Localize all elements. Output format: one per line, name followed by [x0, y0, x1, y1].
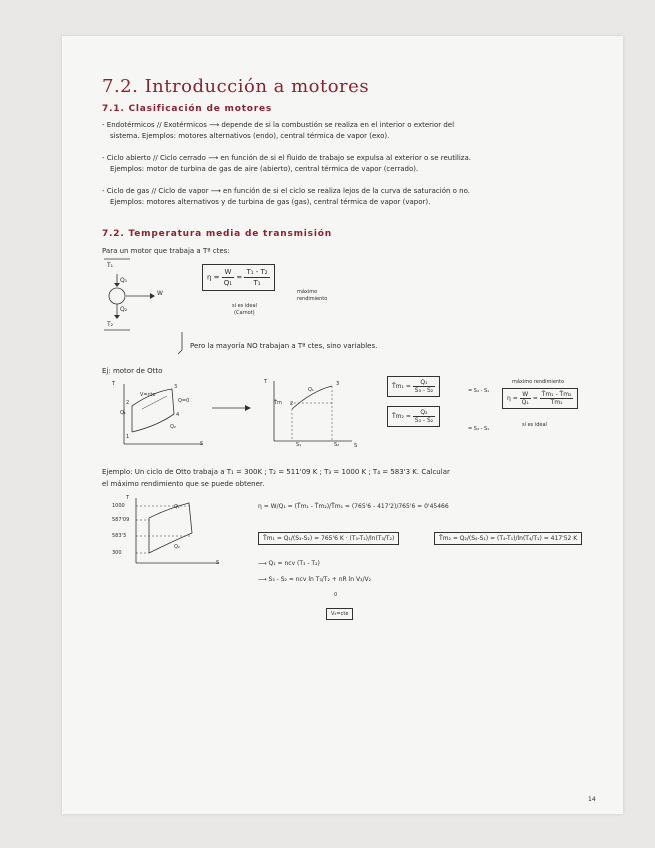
max-perf-label: máximo rendimiento [512, 379, 565, 385]
q1-eq: ⟶ Q₁ = ncv (T₃ - T₂) [258, 560, 320, 567]
ts3-q1: Q₁ [174, 504, 180, 510]
note-text: Pero la mayoría NO trabajan a Tª ctes, sino variables. [190, 342, 378, 350]
ts2-s1: S₁ [296, 442, 302, 448]
tm1-calc: T̄m₁ = Q₁/(S₃-S₂) = 765'6 K · (T₃-T₂)/ln(T₃/T₂) [258, 532, 399, 545]
example-line-2: el máximo rendimiento que se puede obtener. [102, 480, 265, 488]
ts1-n1: 1 [126, 434, 130, 440]
ts3-q2: Q₂ [174, 544, 180, 550]
engine-block-diagram [102, 258, 192, 333]
bullet-3-line-2: Ejemplos: motores alternativos y de turbina de gas (gas), central térmica de vapor (vapor). [110, 198, 431, 206]
arrow [212, 404, 252, 412]
tm2-eq: = S₄ - S₁ [468, 426, 490, 432]
zero-note: 0 [334, 592, 338, 598]
s-eq: ⟶ S₃ - S₂ = ncv ln T₃/T₂ + nR ln V₃/V₂ [258, 576, 371, 583]
ideal-label-2: si es ideal [522, 422, 547, 428]
notebook-page [62, 36, 623, 814]
bullet-2-line-2: Ejemplos: motor de turbina de gas de aire (abierto), central térmica de vapor (cerrado). [110, 165, 419, 173]
tm1-box: T̄m₁ = $\frac{\text{Q₁}}{\text{S₃ - S₂}}$ [387, 376, 440, 397]
ts1-q1: Q₁ [120, 410, 126, 416]
eta-formula-box: η = $\frac{W}{\text{Q₁}}$ = $\frac{\text{T₁ - T₂}}{\text{T₁}}$ [202, 264, 275, 291]
ts2-n2: 2 [290, 401, 294, 407]
diag-w: W [157, 290, 163, 297]
ts1-q2: Q₂ [170, 424, 176, 430]
diag-q1: Q₁ [120, 277, 128, 284]
tm2-calc: T̄m₂ = Q₂/(S₄-S₁) = (T₄-T₁)/ln(T₄/T₁) = 417'52 K [434, 532, 582, 545]
ts3-y587: 587'09 [112, 517, 130, 523]
ts3-y1000: 1000 [112, 503, 125, 509]
ts2-n3: 3 [336, 381, 340, 387]
vcte-note: V₃=cte [326, 608, 353, 620]
bullet-1-line-1: - Endotérmicos // Exotérmicos ⟶ depende de si la combustión se realiza en el interior o exterior del [102, 121, 455, 129]
ideal-label: si es ideal [232, 303, 257, 309]
carnot-label: (Carnot) [234, 310, 255, 316]
ts-diagram-example [124, 498, 219, 568]
ts1-n3: 3 [174, 384, 178, 390]
section-heading-temperatura: 7.2. Temperatura media de transmisión [102, 229, 332, 239]
max-label-1: máximo [297, 289, 318, 295]
tm1-eq: = S₄ - S₁ [468, 388, 490, 394]
ts3-axis-s: S [216, 560, 220, 566]
ts1-qeq0: Q=0 [178, 398, 190, 404]
example-line-1: Ejemplo: Un ciclo de Otto trabaja a T₁ = 300K ; T₂ = 511'09 K ; T₃ = 1000 K ; T₄ = 583'3 K. Calcular [102, 468, 450, 476]
intro-text: Para un motor que trabaja a Tª ctes: [102, 247, 230, 255]
bullet-2-line-1: - Ciclo abierto // Ciclo cerrado ⟶ en función de si el fluido de trabajo se expulsa al exterior o se reutiliza. [102, 154, 471, 162]
bullet-3-line-1: - Ciclo de gas // Ciclo de vapor ⟶ en función de si el ciclo se realiza lejos de la curva de saturación o no. [102, 187, 470, 195]
bullet-1-line-2: sistema. Ejemplos: motores alternativos (endo), central térmica de vapor (exo). [110, 132, 390, 140]
diag-q2: Q₂ [120, 306, 128, 313]
ts1-vcte: V=cte [140, 392, 156, 398]
ts1-n2: 2 [126, 400, 130, 406]
page-number: 14 [588, 796, 596, 803]
diag-t1: T₁ [107, 262, 114, 269]
ts3-y583: 583'3 [112, 533, 127, 539]
ts2-q1: Q₁ [308, 387, 314, 393]
tm2-box: T̄m₂ = $\frac{\text{Q₂}}{\text{S₃ - S₂}}$ [387, 406, 440, 427]
ts3-axis-t: T [126, 495, 130, 501]
diag-t2: T₂ [107, 321, 114, 328]
ts2-s2: S₂ [334, 442, 340, 448]
ts2-axis-s: S [354, 443, 358, 449]
ts2-axis-t: T [264, 379, 268, 385]
example-otto-label: Ej: motor de Otto [102, 367, 163, 375]
eta-mean-box: η = $\frac{W}{\text{Q₁}}$ = $\frac{\text{T̄m₁ - T̄m₂}}{\text{T̄m₁}}$ [502, 388, 578, 409]
bracket [177, 332, 185, 354]
ts1-n4: 4 [176, 412, 180, 418]
ts-diagram-mean-temp [262, 381, 352, 451]
max-label-2: rendimiento [297, 296, 328, 302]
eta-calc: η = W/Q₁ = (T̄m₁ - T̄m₂)/T̄m₁ = (765'6 - 417'2)/765'6 = 0'45466 [258, 503, 449, 510]
ts1-axis-s: S [200, 441, 204, 447]
ts2-tm: T̄m [274, 400, 282, 406]
ts1-axis-t: T [112, 381, 116, 387]
ts3-y300: 300 [112, 550, 122, 556]
section-heading-clasificacion: 7.1. Clasificación de motores [102, 104, 273, 114]
page-title: 7.2. Introducción a motores [102, 76, 370, 97]
